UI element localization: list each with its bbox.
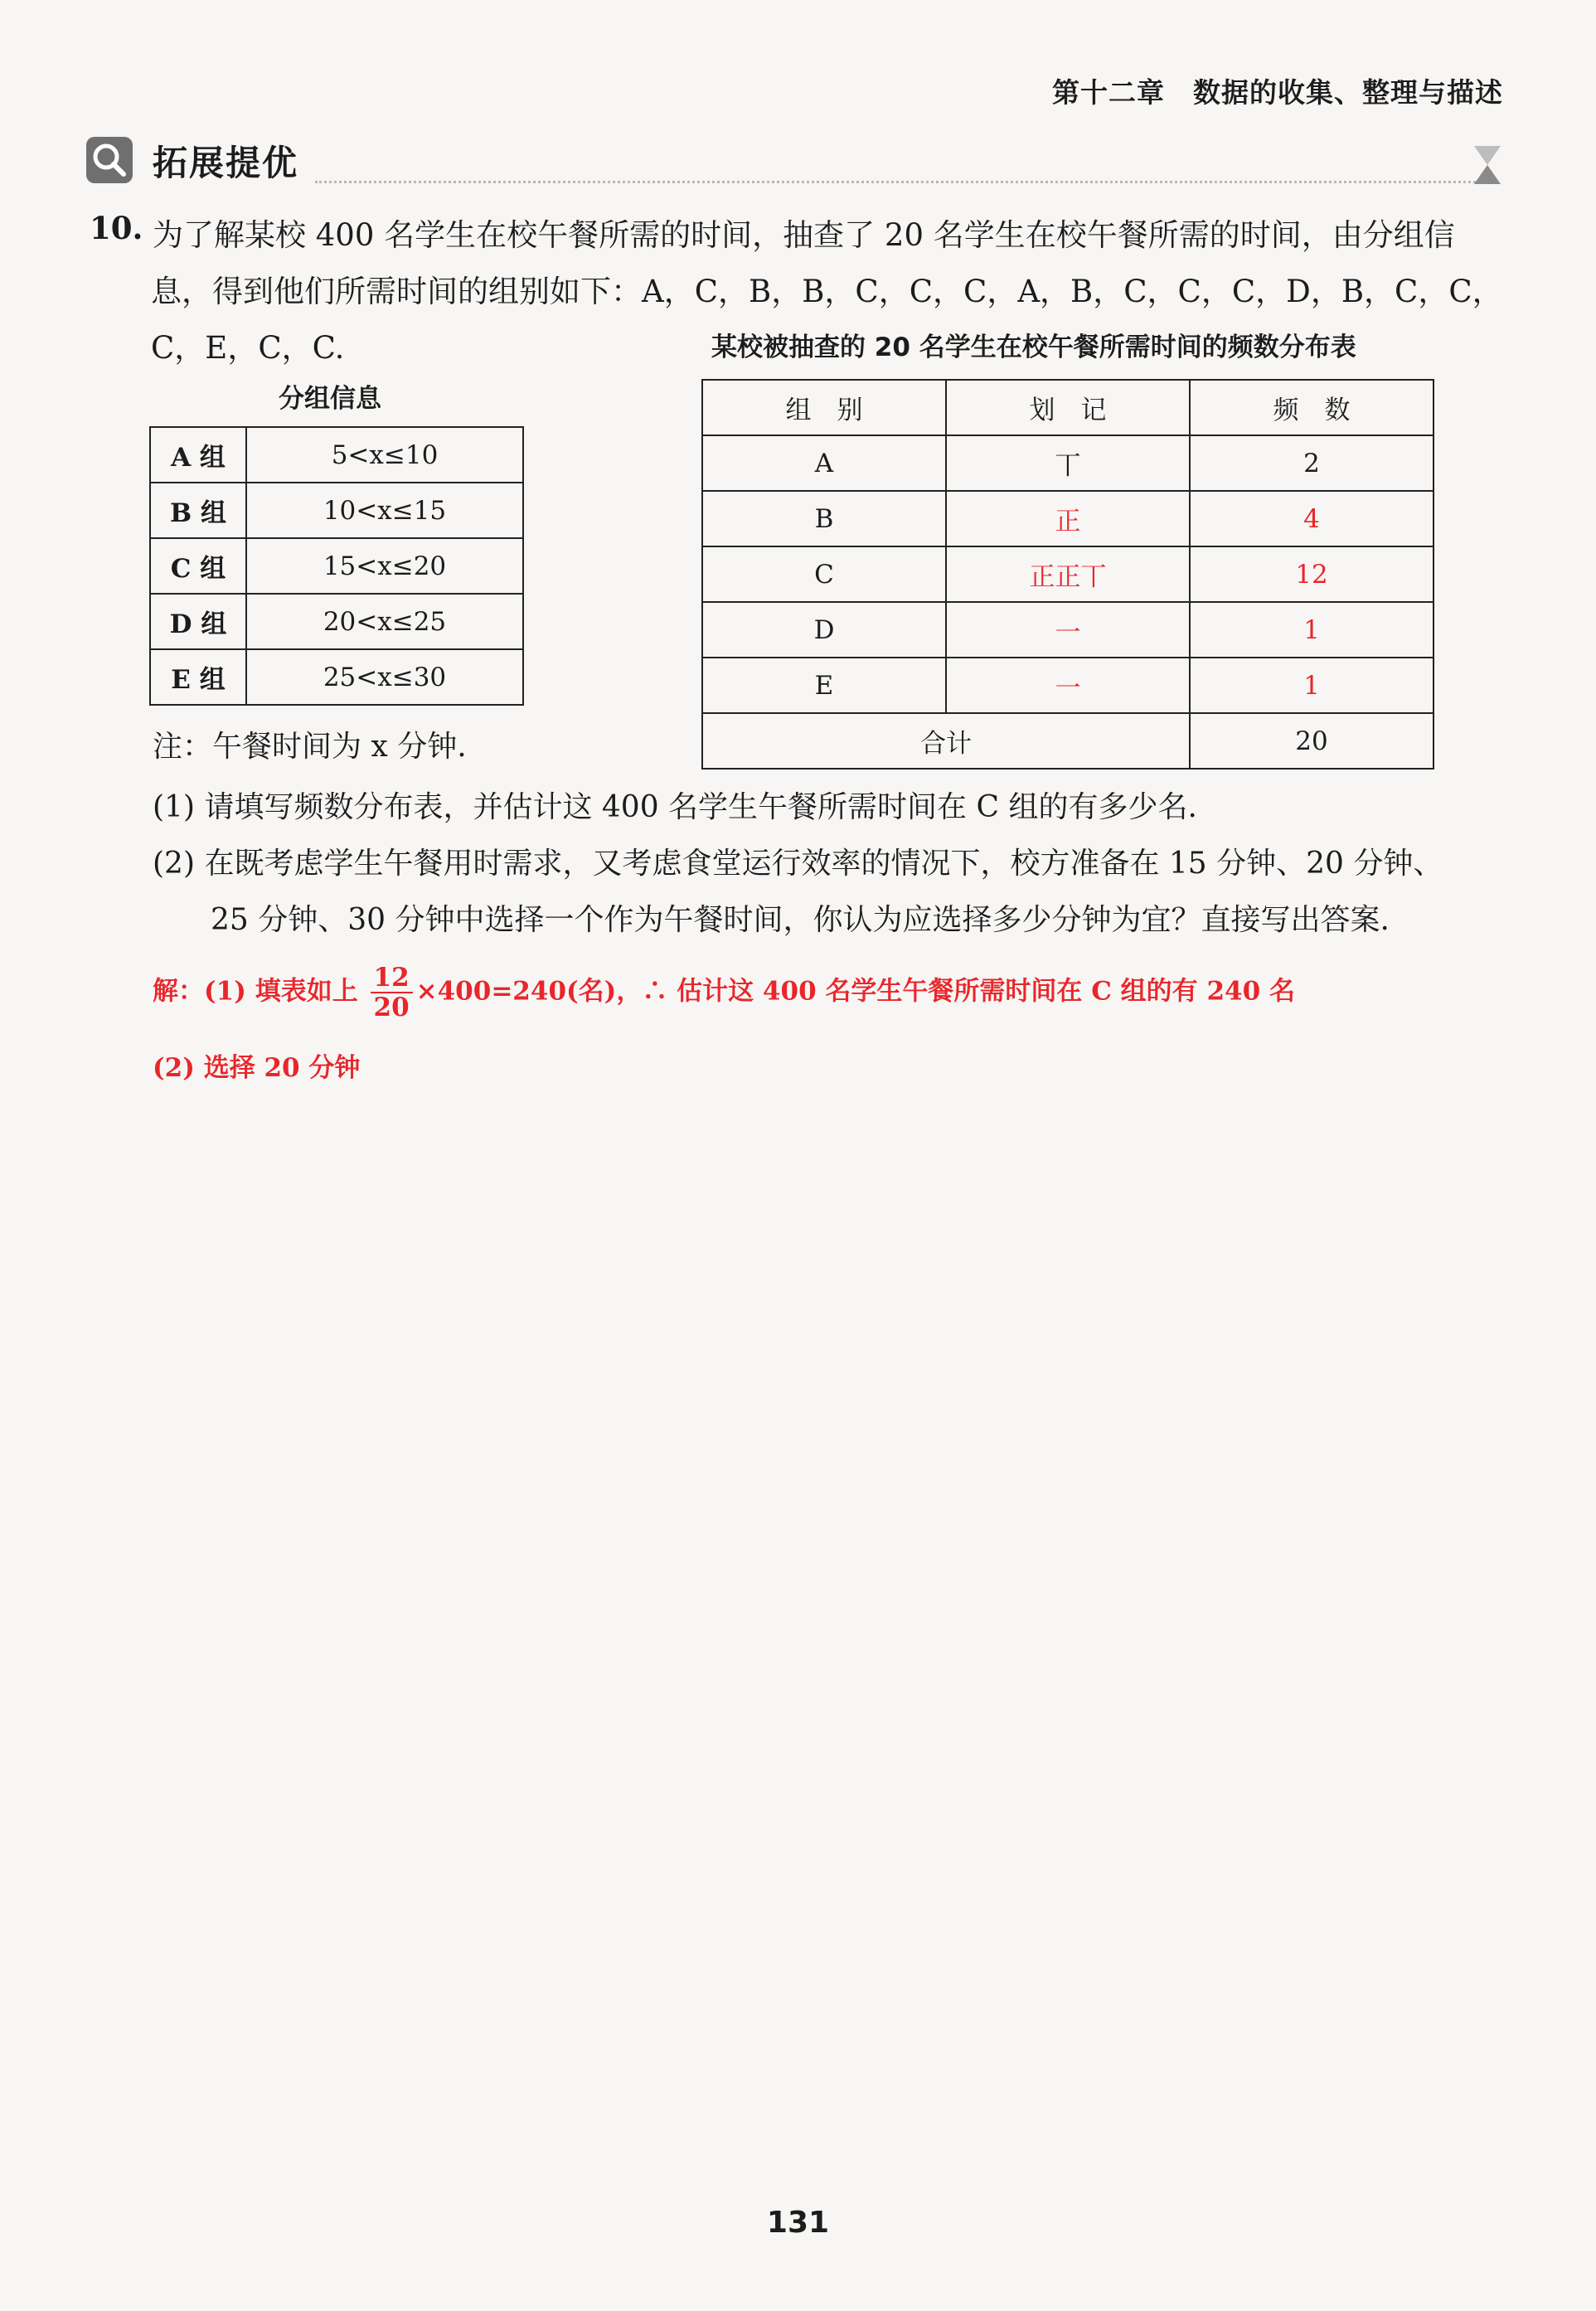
group-info-table [149,426,524,706]
part-1: (1) 请填写频数分布表，并估计这 400 名学生午餐所需时间在 C 组的有多少名. [153,790,1197,824]
stem-line-1: 为了解某校 400 名学生在校午餐所需的时间，抽查了 20 名学生在校午餐所需的时间，由分组信 [153,217,1455,253]
table-row [150,594,523,649]
table-header-row [702,380,1433,435]
group-label: D 组 [150,594,246,649]
answer-2: (2) 选择 20 分钟 [153,1053,361,1083]
row-tally: 正正丅 [946,546,1190,602]
answer-1-suffix: ×400=240(名)，∴ 估计这 400 名学生午餐所需时间在 C 组的有 240 名 [415,976,1295,1007]
table-total-row [702,713,1433,769]
chapter-header: 第十二章 数据的收集、整理与描述 [1052,76,1503,109]
row-frequency: 4 [1190,491,1433,546]
fraction [371,964,413,1022]
section-title: 拓展提优 [153,143,299,183]
part-2-line-1: (2) 在既考虑学生午餐用时需求，又考虑食堂运行效率的情况下，校方准备在 15 分钟、20 分钟、 [153,847,1443,881]
header-frequency: 频 数 [1190,380,1433,435]
row-group: C [702,546,946,602]
table-row [702,435,1433,491]
header-group: 组 别 [702,380,946,435]
table-row [702,546,1433,602]
table-row [702,658,1433,713]
row-group: D [702,602,946,658]
note: 注：午餐时间为 x 分钟. [153,730,467,764]
part-2-line-2: 25 分钟、30 分钟中选择一个作为午餐时间，你认为应选择多少分钟为宜？直接写出答案. [211,903,1390,937]
row-group: B [702,491,946,546]
question-number: 10. [90,210,143,246]
table-row [150,483,523,538]
row-tally: 一 [946,602,1190,658]
row-group: E [702,658,946,713]
row-group: A [702,435,946,491]
table-row [702,491,1433,546]
row-tally: 正 [946,491,1190,546]
page-number: 131 [766,2206,830,2240]
row-frequency: 1 [1190,658,1433,713]
group-range: 15<x≤20 [246,538,523,594]
fraction-denominator: 20 [373,993,410,1022]
row-frequency: 12 [1190,546,1433,602]
total-label: 合计 [702,713,1190,769]
group-range: 5<x≤10 [246,427,523,483]
row-tally: 一 [946,658,1190,713]
fraction-numerator: 12 [371,964,413,993]
table-row [150,649,523,705]
row-frequency: 2 [1190,435,1433,491]
answer-1 [153,964,1295,1022]
group-label: C 组 [150,538,246,594]
group-range: 20<x≤25 [246,594,523,649]
table-row [702,602,1433,658]
hourglass-icon [1467,143,1507,187]
group-range: 25<x≤30 [246,649,523,705]
group-label: E 组 [150,649,246,705]
row-tally: 丅 [946,435,1190,491]
magnifier-icon [86,137,133,183]
group-label: A 组 [150,427,246,483]
section-divider [315,181,1476,183]
frequency-table [701,379,1434,770]
stem-line-2: 息，得到他们所需时间的组别如下：A，C，B，B，C，C，C，A，B，C，C，C，D，B，C，C，C，E，C，C. [151,274,1503,366]
table-row [150,538,523,594]
header-tally: 划 记 [946,380,1190,435]
part-2 [153,836,1521,949]
table-row [150,427,523,483]
total-value: 20 [1190,713,1433,769]
answer-1-prefix: 解：(1) 填表如上 [153,976,358,1007]
group-info-caption: 分组信息 [279,384,381,414]
group-label: B 组 [150,483,246,538]
frequency-table-caption: 某校被抽查的 20 名学生在校午餐所需时间的频数分布表 [711,333,1356,362]
row-frequency: 1 [1190,602,1433,658]
group-range: 10<x≤15 [246,483,523,538]
